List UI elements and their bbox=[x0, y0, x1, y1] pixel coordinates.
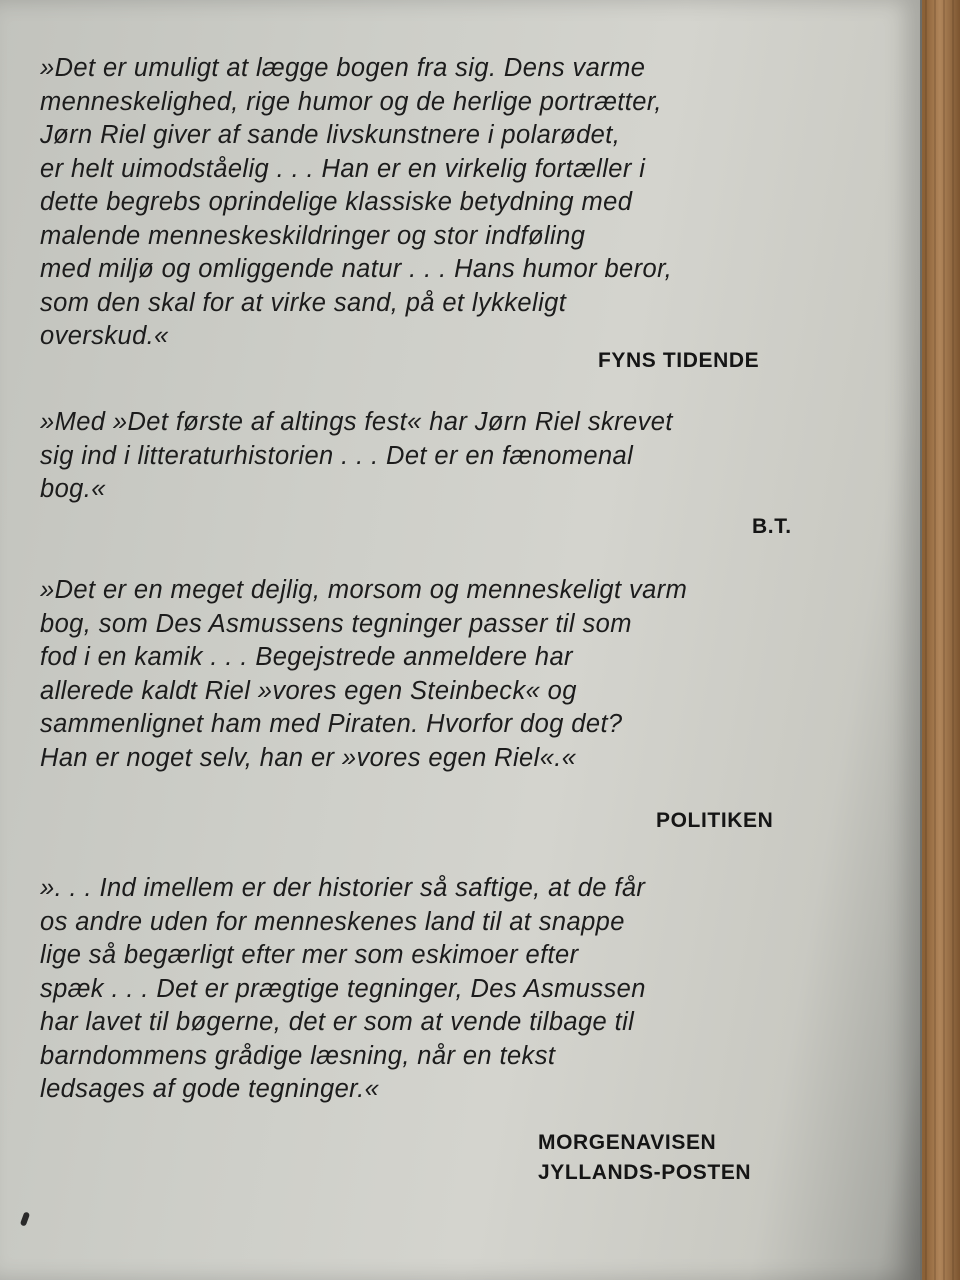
review-quote-fyns-tidende: »Det er umuligt at lægge bogen fra sig. Dens varme menneskelighed, rige humor og de herlige portrætter, Jørn Riel giver af sande livskunstnere i polarødet, er helt uimodståelig . . . Han er en virkelig fortæller i dette begrebs oprindelige klassiske betydning med malende menneskeskildringer og stor indføling med miljø og omliggende natur . . . Hans humor beror, som den skal for at virke sand, på et lykkeligt overskud.« bbox=[40, 54, 673, 350]
review-source-fyns-tidende: FYNS TIDENDE bbox=[598, 349, 760, 372]
review-source-jyllands-posten: MORGENAVISEN JYLLANDS-POSTEN bbox=[538, 1131, 752, 1184]
review-quote-jyllands-posten: ». . . Ind imellem er der historier så saftige, at de får os andre uden for menneskenes land til at snappe lige så begærligt efter mer som eskimoer efter spæk . . . Det er prægtige tegninger, Des Asmussen har lavet til bøgerne, det er som at vende tilbage til barndommens grådige læsning, når en tekst ledsages af gode tegninger.« bbox=[40, 874, 646, 1103]
paper-speck bbox=[20, 1211, 30, 1226]
review-quote-politiken: »Det er en meget dejlig, morsom og menneskeligt varm bog, som Des Asmussens tegninger passer til som fod i en kamik . . . Begejstrede anmeldere har allerede kaldt Riel »vores egen Steinbeck« og sammenlignet ham med Piraten. Hvorfor dog det? Han er noget selv, han er »vores egen Riel«.« bbox=[40, 576, 688, 772]
review-source-bt: B.T. bbox=[752, 515, 792, 538]
review-source-politiken: POLITIKEN bbox=[656, 809, 774, 832]
review-quote-bt: »Med »Det første af altings fest« har Jørn Riel skrevet sig ind i litteraturhistorien . . . Det er en fænomenal bog.« bbox=[40, 408, 673, 503]
